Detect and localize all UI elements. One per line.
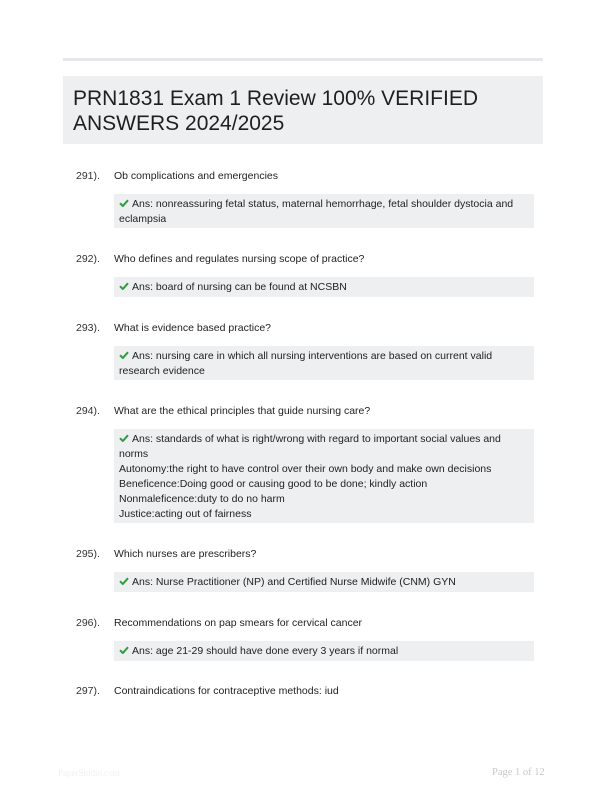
answer-line: Autonomy:the right to have control over their own body and make own decisions bbox=[119, 463, 492, 475]
question-number: 296). bbox=[76, 617, 100, 629]
question-number: 291). bbox=[76, 170, 100, 182]
answer-line: Ans: board of nursing can be found at NCSBN bbox=[119, 280, 529, 295]
question-text: Recommendations on pap smears for cervical cancer bbox=[114, 617, 363, 629]
checkmark-icon bbox=[119, 351, 129, 359]
answer-box bbox=[114, 277, 534, 297]
title-banner bbox=[63, 76, 543, 144]
question-text: Ob complications and emergencies bbox=[114, 170, 279, 182]
question-number: 295). bbox=[76, 548, 100, 560]
answer-line: Justice:acting out of fairness bbox=[119, 508, 252, 520]
answer-box bbox=[114, 346, 534, 380]
answer-box bbox=[114, 429, 534, 523]
answer-line: Ans: age 21-29 should have done every 3 years if normal bbox=[119, 644, 529, 659]
answer-line: Ans: nursing care in which all nursing interventions are based on current valid research evidence bbox=[119, 350, 493, 377]
question-number: 294). bbox=[76, 405, 100, 417]
checkmark-icon bbox=[119, 434, 129, 442]
question-text: What is evidence based practice? bbox=[114, 322, 272, 334]
question-number: 292). bbox=[76, 253, 100, 265]
footer-watermark: PaperStudio.com bbox=[58, 768, 120, 778]
answer-box bbox=[114, 194, 534, 228]
answer-line: Ans: Nurse Practitioner (NP) and Certified Nurse Midwife (CNM) GYN bbox=[119, 575, 529, 590]
checkmark-icon bbox=[119, 199, 129, 207]
answer-line: Ans: nonreassuring fetal status, maternal hemorrhage, fetal shoulder dystocia and eclampsia bbox=[119, 198, 514, 225]
page-number: Page 1 of 12 bbox=[492, 767, 545, 778]
checkmark-icon bbox=[119, 577, 129, 585]
checkmark-icon bbox=[119, 282, 129, 290]
top-divider bbox=[63, 58, 543, 61]
checkmark-icon bbox=[119, 646, 129, 654]
question-text: Which nurses are prescribers? bbox=[114, 548, 257, 560]
question-text: Contraindications for contraceptive methods: iud bbox=[114, 685, 339, 697]
question-text: What are the ethical principles that guide nursing care? bbox=[114, 405, 371, 417]
answer-line: Ans: standards of what is right/wrong with regard to important social values and norms bbox=[119, 433, 501, 460]
answer-line: Beneficence:Doing good or causing good to be done; kindly action bbox=[119, 478, 428, 490]
question-text: Who defines and regulates nursing scope of practice? bbox=[114, 253, 365, 265]
question-number: 293). bbox=[76, 322, 100, 334]
answer-line: Nonmaleficence:duty to do no harm bbox=[119, 493, 285, 505]
answer-box bbox=[114, 572, 534, 592]
answer-box bbox=[114, 641, 534, 661]
question-number: 297). bbox=[76, 685, 100, 697]
document-title: PRN1831 Exam 1 Review 100% VERIFIED ANSWERS 2024/2025 bbox=[73, 87, 478, 135]
